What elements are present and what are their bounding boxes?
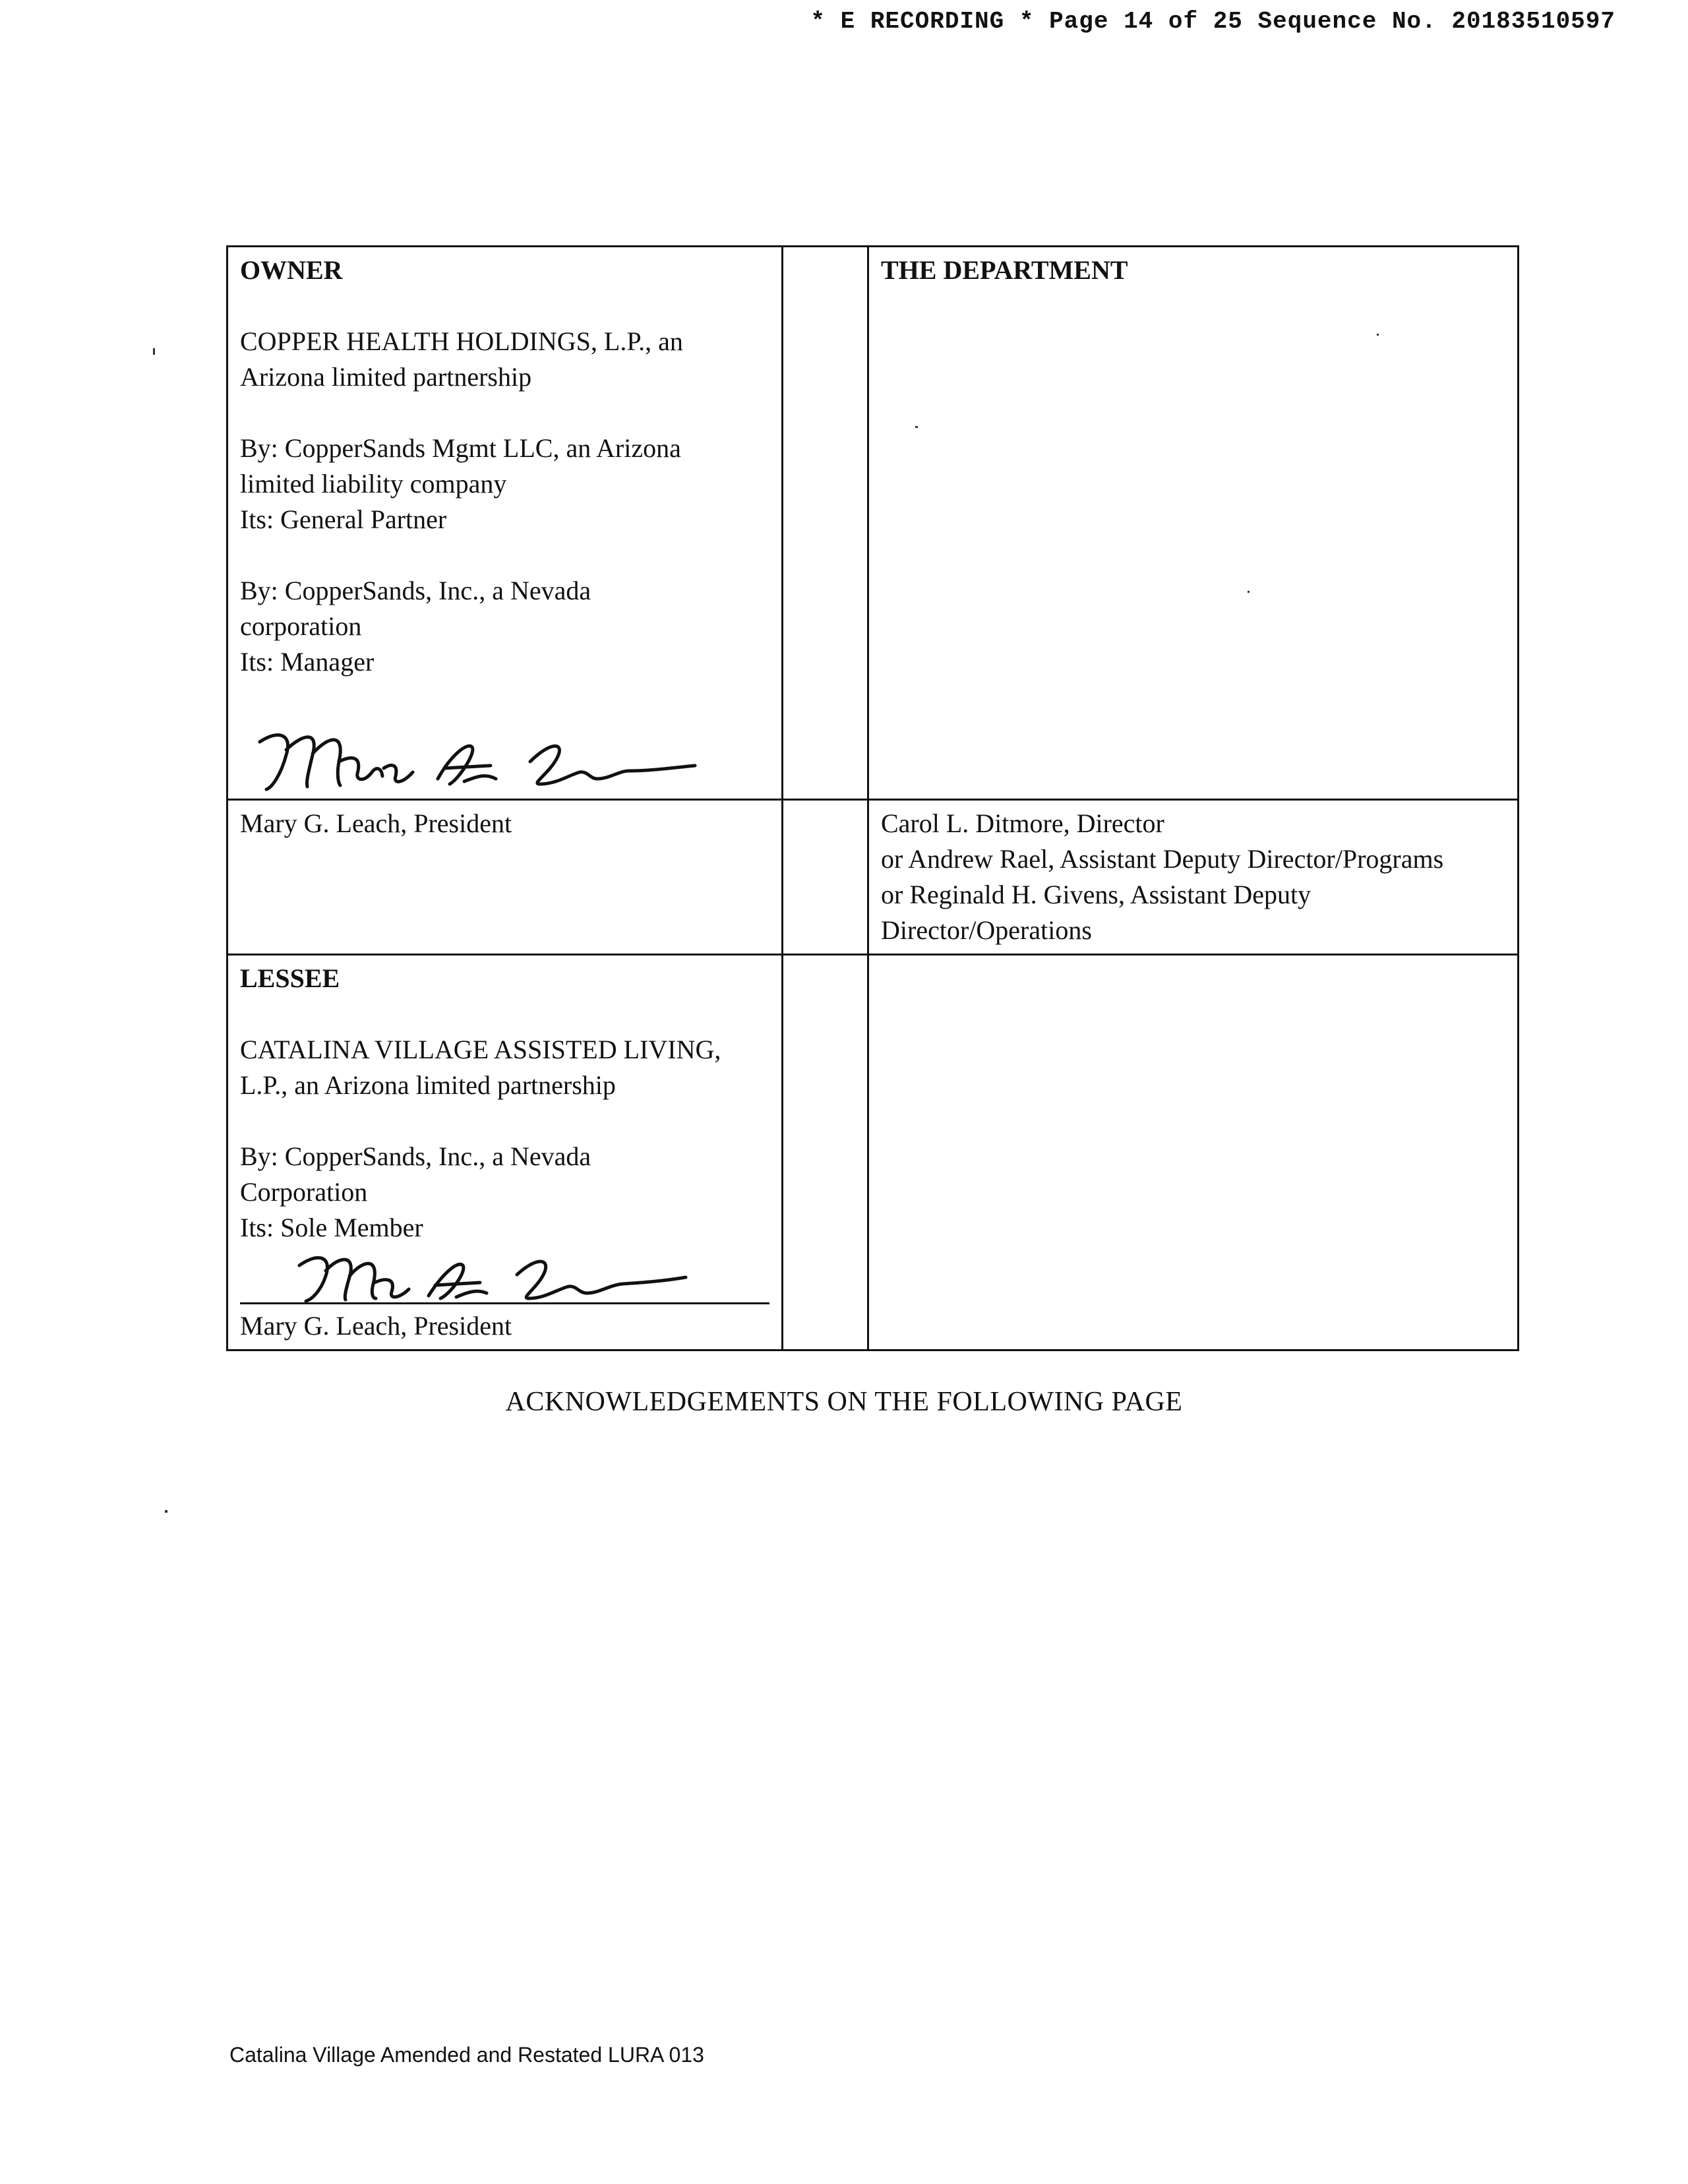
- lessee-signatory-name: Mary G. Leach, President: [240, 1311, 512, 1341]
- lessee-by-sole-member: [240, 1139, 769, 1246]
- owner-by2-line: By: CopperSands, Inc., a Nevada: [240, 576, 591, 605]
- lessee-entity: [240, 1032, 769, 1103]
- department-lessee-cell: [868, 955, 1519, 1350]
- department-signatory-cell: [868, 800, 1519, 955]
- owner-block: [227, 247, 783, 800]
- gap-cell: [783, 800, 868, 955]
- owner-by-manager: [240, 573, 769, 680]
- gap-cell: [783, 955, 868, 1350]
- document-footer: Catalina Village Amended and Restated LURA 013: [229, 2043, 704, 2067]
- owner-by2-line: Its: Manager: [240, 647, 375, 677]
- lessee-block: [227, 955, 783, 1350]
- owner-handwritten-signature: [240, 715, 702, 793]
- department-heading: THE DEPARTMENT: [881, 255, 1128, 285]
- owner-entity-line: Arizona limited partnership: [240, 362, 532, 392]
- recording-header: * E RECORDING * Page 14 of 25 Sequence No. 20183510597: [810, 8, 1615, 35]
- department-signatory-line: Director/Operations: [881, 915, 1092, 945]
- lessee-by-line: By: CopperSands, Inc., a Nevada: [240, 1141, 591, 1171]
- scan-speck: [1377, 334, 1379, 336]
- scan-speck: [1248, 591, 1250, 593]
- owner-signature-area: [240, 715, 769, 793]
- owner-entity-line: COPPER HEALTH HOLDINGS, L.P., an: [240, 326, 683, 356]
- lessee-heading: LESSEE: [240, 963, 340, 993]
- lessee-signature-area: [240, 1246, 769, 1304]
- owner-by-general-partner: [240, 431, 769, 537]
- lessee-by-line: Corporation: [240, 1177, 368, 1207]
- signature-table: [226, 245, 1519, 1351]
- lessee-entity-line: L.P., an Arizona limited partnership: [240, 1070, 616, 1100]
- department-signatory-line: or Andrew Rael, Assistant Deputy Director/Programs: [881, 844, 1444, 874]
- gap-cell: [783, 247, 868, 800]
- owner-signatory-name: Mary G. Leach, President: [240, 808, 512, 838]
- owner-by1-line: Its: General Partner: [240, 504, 447, 534]
- owner-by1-line: By: CopperSands Mgmt LLC, an Arizona: [240, 433, 681, 463]
- owner-entity: [240, 324, 769, 395]
- department-signatory-line: Carol L. Ditmore, Director: [881, 808, 1164, 838]
- scan-speck: [153, 348, 155, 355]
- department-block: [868, 247, 1519, 800]
- lessee-handwritten-signature: [240, 1246, 702, 1302]
- lessee-by-line: Its: Sole Member: [240, 1213, 423, 1242]
- scan-speck: [915, 426, 918, 428]
- department-signatory-line: or Reginald H. Givens, Assistant Deputy: [881, 880, 1311, 909]
- owner-by2-line: corporation: [240, 611, 362, 641]
- owner-by1-line: limited liability company: [240, 469, 507, 499]
- owner-heading: OWNER: [240, 255, 343, 285]
- lessee-signature-line: [240, 1302, 769, 1304]
- acknowledgements-note: ACKNOWLEDGEMENTS ON THE FOLLOWING PAGE: [505, 1387, 1183, 1417]
- owner-signatory-cell: [227, 800, 783, 955]
- lessee-entity-line: CATALINA VILLAGE ASSISTED LIVING,: [240, 1035, 721, 1064]
- scan-speck: [165, 1510, 167, 1513]
